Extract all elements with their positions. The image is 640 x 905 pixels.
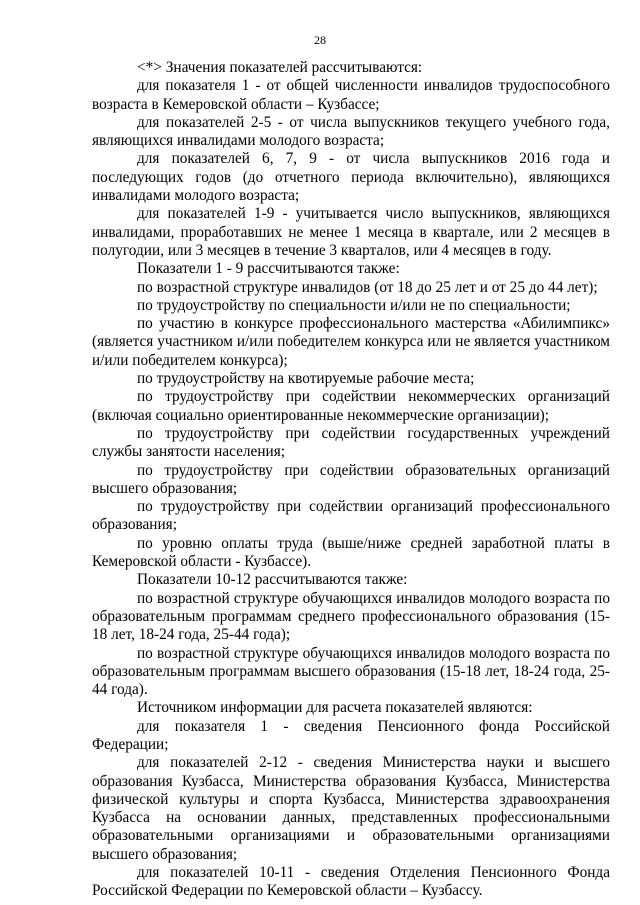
- paragraph-footnote-intro: <*> Значения показателей рассчитываются:: [137, 59, 423, 76]
- paragraph: для показателя 1 - сведения Пенсионного фонда Российской Федерации;: [92, 717, 610, 753]
- paragraph: по возрастной структуре инвалидов (от 18 до 25 лет и от 25 до 44 лет);: [137, 278, 598, 296]
- paragraph: для показателей 2-5 - от числа выпускников текущего учебного года, являющихся инвалидами молодого возраста;: [92, 113, 610, 150]
- paragraph: по трудоустройству при содействии организаций профессионального образования;: [92, 498, 610, 534]
- paragraph: по трудоустройству на квотируемые рабочие места;: [137, 370, 475, 388]
- paragraph: по возрастной структуре обучающихся инвалидов молодого возраста по образовательным программам высшего образования (15-18 лет, 18-24 года, 25-44 года).: [92, 644, 610, 699]
- paragraph: по трудоустройству при содействии образовательных организаций высшего образования;: [92, 461, 610, 497]
- paragraph: по трудоустройству при содействии государственных учреждений службы занятости населения;: [92, 424, 610, 461]
- paragraph: по возрастной структуре обучающихся инвалидов молодого возраста по образовательным программам среднего профессионального образования (15-18 лет, 18-24 года, 25-44 года);: [92, 589, 610, 644]
- body-text: [92, 59, 610, 901]
- paragraph: по трудоустройству при содействии некоммерческих организаций (включая социально ориентированные некоммерческие организации);: [92, 388, 610, 424]
- paragraph: по участию в конкурсе профессионального мастерства «Абилимпикс» (является участником и/или победителем конкурса или не является участником и/или победителем конкурса);: [92, 315, 610, 369]
- paragraph: по уровню оплаты труда (выше/ниже средней заработной платы в Кемеровской области - Кузбассе).: [92, 534, 610, 571]
- paragraph: для показателя 1 - от общей численности инвалидов трудоспособного возраста в Кемеровской области – Кузбассе;: [92, 77, 610, 113]
- page-number: 28: [314, 33, 326, 47]
- paragraph: Показатели 10-12 рассчитываются также:: [137, 571, 408, 589]
- paragraph: для показателей 2-12 - сведения Министерства науки и высшего образования Кузбасса, Министерства образования Кузбасса, Министерства физической культуры и спорта Кузбасса, Министерства здравоохранения Кузбасса на основании данных, представленных профессиональными образовательными организациями и образовательными организациями высшего образования;: [92, 754, 610, 863]
- paragraph: Источником информации для расчета показателей являются:: [137, 699, 533, 717]
- paragraph: для показателей 10-11 - сведения Отделения Пенсионного Фонда Российской Федерации по Кемеровской области – Кузбассу.: [92, 864, 610, 900]
- paragraph: для показателей 1-9 - учитывается число выпускников, являющихся инвалидами, проработавших не менее 1 месяца в квартале, или 2 месяцев в полугодии, или 3 месяцев в течение 3 кварталов, или 4 месяцев в году.: [92, 205, 610, 259]
- paragraph: для показателей 6, 7, 9 - от числа выпускников 2016 года и последующих годов (до отчетного периода включительно), являющихся инвалидами молодого возраста;: [92, 150, 610, 205]
- paragraph: по трудоустройству по специальности и/или не по специальности;: [137, 296, 571, 314]
- paragraph: Показатели 1 - 9 рассчитываются также:: [137, 260, 400, 278]
